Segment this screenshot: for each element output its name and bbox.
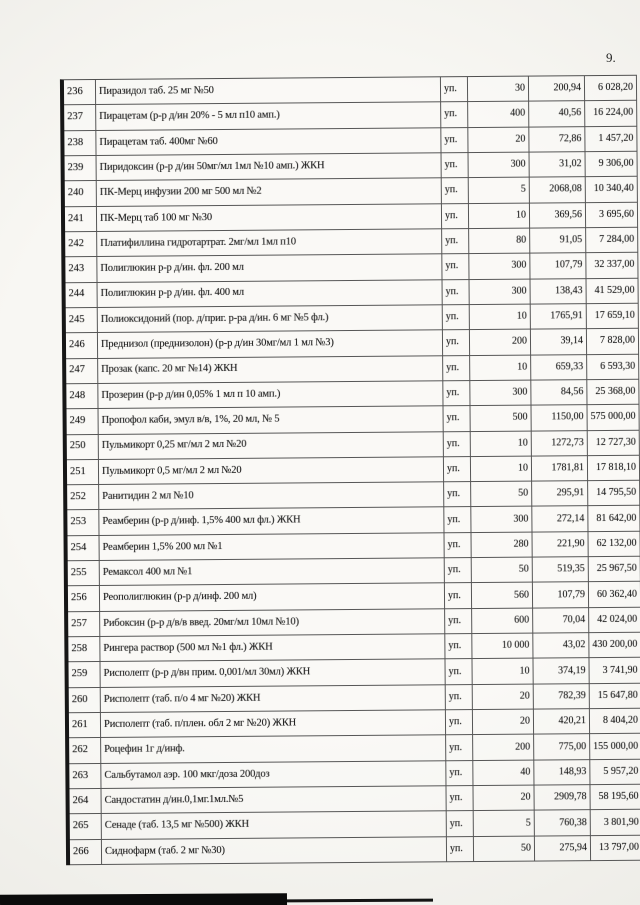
drug-name-cell: Сенаде (таб. 13,5 мг №500) ЖКН bbox=[102, 812, 447, 840]
quantity-cell: 10 bbox=[470, 304, 531, 330]
total-sum-cell: 10 340,40 bbox=[586, 177, 638, 203]
unit-price-cell: 1781,81 bbox=[532, 456, 588, 482]
drug-name-cell: Ранитидин 2 мл №10 bbox=[99, 482, 444, 510]
row-number-cell: 263 bbox=[69, 764, 101, 790]
total-sum-cell: 25 368,00 bbox=[587, 380, 639, 406]
total-sum-cell: 16 224,00 bbox=[585, 101, 637, 127]
scan-artifact-bar bbox=[0, 893, 287, 905]
unit-price-cell: 221,90 bbox=[532, 532, 588, 558]
unit-price-cell: 760,38 bbox=[535, 810, 591, 836]
unit-cell: уп. bbox=[441, 128, 468, 154]
quantity-cell: 560 bbox=[472, 583, 533, 609]
unit-cell: уп. bbox=[444, 508, 471, 534]
unit-cell: уп. bbox=[442, 178, 469, 204]
row-number-cell: 249 bbox=[67, 409, 99, 435]
row-number-cell: 241 bbox=[65, 207, 97, 233]
total-sum-cell: 13 797,00 bbox=[591, 835, 640, 861]
row-number-cell: 253 bbox=[67, 510, 99, 536]
row-number-cell: 236 bbox=[64, 80, 96, 106]
unit-cell: уп. bbox=[445, 583, 472, 609]
quantity-cell: 300 bbox=[470, 380, 531, 406]
drug-name-cell: Сальбутамол аэр. 100 мкг/доза 200доз bbox=[101, 761, 446, 789]
unit-cell: уп. bbox=[441, 102, 468, 128]
unit-cell: уп. bbox=[445, 634, 472, 660]
quantity-cell: 600 bbox=[472, 608, 533, 634]
unit-cell: уп. bbox=[443, 305, 470, 331]
quantity-cell: 10 bbox=[469, 203, 530, 229]
row-number-cell: 262 bbox=[69, 738, 101, 764]
total-sum-cell: 14 795,50 bbox=[588, 481, 640, 507]
unit-price-cell: 2909,78 bbox=[534, 785, 590, 811]
total-sum-cell: 15 647,80 bbox=[590, 683, 640, 709]
unit-price-cell: 43,02 bbox=[533, 633, 589, 659]
drug-name-cell: Сандостатин д/ин.0,1мг.1мл.№5 bbox=[101, 786, 446, 814]
total-sum-cell: 62 132,00 bbox=[588, 532, 640, 558]
quantity-cell: 10 bbox=[472, 659, 533, 685]
drug-name-cell: Пульмикорт 0,25 мг/мл 2 мл №20 bbox=[99, 432, 444, 460]
quantity-cell: 300 bbox=[469, 153, 530, 179]
quantity-cell: 500 bbox=[471, 406, 532, 432]
quantity-cell: 200 bbox=[473, 735, 534, 761]
unit-price-cell: 40,56 bbox=[529, 101, 585, 127]
total-sum-cell: 430 200,00 bbox=[589, 633, 640, 659]
total-sum-cell: 42 024,00 bbox=[589, 607, 640, 633]
total-sum-cell: 7 828,00 bbox=[587, 329, 639, 355]
row-number-cell: 258 bbox=[68, 637, 100, 663]
unit-price-cell: 39,14 bbox=[531, 329, 587, 355]
unit-price-cell: 148,93 bbox=[534, 760, 590, 786]
quantity-cell: 20 bbox=[473, 786, 534, 812]
total-sum-cell: 60 362,40 bbox=[589, 582, 640, 608]
row-number-cell: 245 bbox=[66, 308, 98, 334]
unit-price-cell: 782,39 bbox=[534, 684, 590, 710]
unit-price-cell: 107,79 bbox=[533, 583, 589, 609]
drug-name-cell: Рисполепт (таб. п/плен. обл 2 мг №20) ЖКН bbox=[101, 710, 446, 738]
drug-name-cell: Рибоксин (р-р д/в/в введ. 20мг/мл 10мл №10) bbox=[100, 609, 445, 637]
unit-cell: уп. bbox=[443, 356, 470, 382]
row-number-cell: 251 bbox=[67, 460, 99, 486]
unit-price-cell: 369,56 bbox=[530, 203, 586, 229]
drug-name-cell: Платифиллина гидротартрат. 2мг/мл 1мл п10 bbox=[97, 229, 442, 257]
unit-price-cell: 138,43 bbox=[531, 279, 587, 305]
unit-cell: уп. bbox=[445, 659, 472, 685]
total-sum-cell: 17 659,10 bbox=[587, 304, 639, 330]
total-sum-cell: 6 593,30 bbox=[587, 354, 639, 380]
quantity-cell: 50 bbox=[472, 558, 533, 584]
unit-cell: уп. bbox=[445, 609, 472, 635]
row-number-cell: 260 bbox=[69, 688, 101, 714]
total-sum-cell: 41 529,00 bbox=[587, 278, 639, 304]
unit-cell: уп. bbox=[445, 558, 472, 584]
row-number-cell: 255 bbox=[68, 561, 100, 587]
drug-name-cell: Пропофол каби, эмул в/в, 1%, 20 мл, № 5 bbox=[99, 406, 444, 434]
row-number-cell: 254 bbox=[68, 536, 100, 562]
row-number-cell: 247 bbox=[66, 359, 98, 385]
drug-name-cell: ПК-Мерц инфузии 200 мг 500 мл №2 bbox=[97, 179, 442, 207]
quantity-cell: 10 bbox=[471, 456, 532, 482]
row-number-cell: 248 bbox=[66, 384, 98, 410]
quantity-cell: 20 bbox=[473, 684, 534, 710]
unit-cell: уп. bbox=[442, 153, 469, 179]
unit-cell: уп. bbox=[444, 406, 471, 432]
quantity-cell: 300 bbox=[471, 507, 532, 533]
quantity-cell: 50 bbox=[474, 836, 535, 862]
quantity-cell: 30 bbox=[468, 77, 529, 103]
total-sum-cell: 575 000,00 bbox=[587, 405, 639, 431]
row-number-cell: 238 bbox=[64, 131, 96, 157]
unit-price-cell: 420,21 bbox=[534, 709, 590, 735]
unit-cell: уп. bbox=[442, 254, 469, 280]
unit-price-cell: 72,86 bbox=[529, 127, 585, 153]
unit-price-cell: 70,04 bbox=[533, 608, 589, 634]
unit-cell: уп. bbox=[442, 229, 469, 255]
unit-price-cell: 91,05 bbox=[530, 228, 586, 254]
unit-cell: уп. bbox=[447, 837, 474, 863]
total-sum-cell: 7 284,00 bbox=[586, 228, 638, 254]
unit-cell: уп. bbox=[444, 482, 471, 508]
total-sum-cell: 32 337,00 bbox=[586, 253, 638, 279]
unit-cell: уп. bbox=[444, 457, 471, 483]
drug-name-cell: Полиглюкин р-р д/ин. фл. 400 мл bbox=[98, 280, 443, 308]
unit-price-cell: 272,14 bbox=[532, 507, 588, 533]
unit-price-cell: 295,91 bbox=[532, 481, 588, 507]
unit-price-cell: 84,56 bbox=[531, 380, 587, 406]
drug-name-cell: Рисполепт (р-р д/вн прим. 0,001/мл 30мл) ЖКН bbox=[101, 660, 446, 688]
scan-artifact-line bbox=[287, 899, 433, 903]
row-number-cell: 265 bbox=[70, 814, 102, 840]
unit-cell: уп. bbox=[443, 381, 470, 407]
quantity-cell: 40 bbox=[473, 760, 534, 786]
unit-cell: уп. bbox=[441, 77, 468, 103]
drug-name-cell: Пиразидол таб. 25 мг №50 bbox=[96, 77, 441, 105]
quantity-cell: 200 bbox=[470, 330, 531, 356]
unit-cell: уп. bbox=[444, 533, 471, 559]
drug-name-cell: Рисполепт (таб. п/о 4 мг №20) ЖКН bbox=[101, 685, 446, 713]
quantity-cell: 300 bbox=[470, 279, 531, 305]
row-number-cell: 250 bbox=[67, 434, 99, 460]
drug-name-cell: Прозак (капс. 20 мг №14) ЖКН bbox=[98, 356, 443, 384]
row-number-cell: 259 bbox=[69, 662, 101, 688]
drug-name-cell: Рингера раствор (500 мл №1 фл.) ЖКН bbox=[100, 634, 445, 662]
unit-price-cell: 200,94 bbox=[529, 76, 585, 102]
drug-name-cell: Пульмикорт 0,5 мг/мл 2 мл №20 bbox=[99, 457, 444, 485]
unit-cell: уп. bbox=[443, 330, 470, 356]
quantity-cell: 50 bbox=[471, 482, 532, 508]
drug-name-cell: Реополиглюкин (р-р д/инф. 200 мл) bbox=[100, 584, 445, 612]
drug-name-cell: Реамберин 1,5% 200 мл №1 bbox=[100, 533, 445, 561]
total-sum-cell: 1 457,20 bbox=[585, 126, 637, 152]
row-number-cell: 244 bbox=[66, 283, 98, 309]
drug-name-cell: Роцефин 1г д/инф. bbox=[101, 736, 446, 764]
unit-cell: уп. bbox=[446, 685, 473, 711]
unit-cell: уп. bbox=[446, 735, 473, 761]
total-sum-cell: 58 195,60 bbox=[590, 785, 640, 811]
page-number: 9. bbox=[606, 50, 616, 65]
unit-price-cell: 275,94 bbox=[535, 836, 591, 862]
row-number-cell: 246 bbox=[66, 333, 98, 359]
unit-cell: уп. bbox=[447, 811, 474, 837]
quantity-cell: 20 bbox=[468, 127, 529, 153]
unit-price-cell: 107,79 bbox=[530, 253, 586, 279]
drug-name-cell: Прозерин (р-р д/ин 0,05% 1 мл п 10 амп.) bbox=[98, 381, 443, 409]
row-number-cell: 252 bbox=[67, 485, 99, 511]
total-sum-cell: 6 028,20 bbox=[585, 76, 637, 102]
total-sum-cell: 3 801,90 bbox=[591, 810, 640, 836]
medication-price-table bbox=[60, 75, 640, 866]
drug-name-cell: Преднизол (преднизолон) (р-р д/ин 30мг/мл 1 мл №3) bbox=[98, 330, 443, 358]
unit-price-cell: 659,33 bbox=[531, 355, 587, 381]
quantity-cell: 10 bbox=[471, 431, 532, 457]
total-sum-cell: 25 967,50 bbox=[589, 557, 640, 583]
quantity-cell: 5 bbox=[474, 811, 535, 837]
unit-cell: уп. bbox=[446, 710, 473, 736]
unit-cell: уп. bbox=[444, 432, 471, 458]
drug-name-cell: Пирацетам таб. 400мг №60 bbox=[96, 128, 441, 156]
quantity-cell: 10 000 bbox=[472, 634, 533, 660]
total-sum-cell: 8 404,20 bbox=[590, 709, 640, 735]
unit-cell: уп. bbox=[446, 761, 473, 787]
drug-name-cell: Реамберин (р-р д/инф. 1,5% 400 мл фл.) ЖКН bbox=[99, 508, 444, 536]
drug-name-cell: Полиглюкин р-р д/ин. фл. 200 мл bbox=[97, 255, 442, 283]
unit-price-cell: 775,00 bbox=[534, 735, 590, 761]
drug-name-cell: Ремаксол 400 мл №1 bbox=[100, 558, 445, 586]
unit-price-cell: 1272,73 bbox=[532, 431, 588, 457]
total-sum-cell: 3 741,90 bbox=[589, 658, 640, 684]
drug-name-cell: Пиридоксин (р-р д/ин 50мг/мл 1мл №10 амп.) ЖКН bbox=[97, 153, 442, 181]
total-sum-cell: 5 957,20 bbox=[590, 759, 640, 785]
total-sum-cell: 3 695,60 bbox=[586, 202, 638, 228]
unit-price-cell: 519,35 bbox=[533, 557, 589, 583]
quantity-cell: 400 bbox=[468, 102, 529, 128]
row-number-cell: 261 bbox=[69, 713, 101, 739]
quantity-cell: 300 bbox=[469, 254, 530, 280]
quantity-cell: 280 bbox=[471, 532, 532, 558]
row-number-cell: 264 bbox=[69, 789, 101, 815]
unit-price-cell: 2068,08 bbox=[530, 177, 586, 203]
unit-price-cell: 1150,00 bbox=[532, 405, 588, 431]
unit-price-cell: 1765,91 bbox=[531, 304, 587, 330]
total-sum-cell: 81 642,00 bbox=[588, 506, 640, 532]
unit-cell: уп. bbox=[442, 204, 469, 230]
row-number-cell: 240 bbox=[65, 181, 97, 207]
quantity-cell: 80 bbox=[469, 229, 530, 255]
quantity-cell: 5 bbox=[469, 178, 530, 204]
unit-price-cell: 31,02 bbox=[530, 152, 586, 178]
quantity-cell: 20 bbox=[473, 710, 534, 736]
row-number-cell: 239 bbox=[65, 156, 97, 182]
row-number-cell: 237 bbox=[64, 105, 96, 131]
row-number-cell: 243 bbox=[65, 257, 97, 283]
row-number-cell: 256 bbox=[68, 586, 100, 612]
unit-cell: уп. bbox=[443, 280, 470, 306]
total-sum-cell: 9 306,00 bbox=[586, 152, 638, 178]
drug-name-cell: Пирацетам (р-р д/ин 20% - 5 мл п10 амп.) bbox=[96, 103, 441, 131]
total-sum-cell: 12 727,30 bbox=[588, 430, 640, 456]
total-sum-cell: 155 000,00 bbox=[590, 734, 640, 760]
unit-cell: уп. bbox=[446, 786, 473, 812]
unit-price-cell: 374,19 bbox=[533, 659, 589, 685]
row-number-cell: 266 bbox=[70, 840, 102, 866]
row-number-cell: 257 bbox=[68, 612, 100, 638]
drug-name-cell: ПК-Мерц таб 100 мг №30 bbox=[97, 204, 442, 232]
quantity-cell: 10 bbox=[470, 355, 531, 381]
drug-name-cell: Сиднофарм (таб. 2 мг №30) bbox=[102, 837, 447, 865]
total-sum-cell: 17 818,10 bbox=[588, 456, 640, 482]
row-number-cell: 242 bbox=[65, 232, 97, 258]
drug-name-cell: Полиоксидоний (пор. д/приг. р-ра д/ин. 6 мг №5 фл.) bbox=[98, 305, 443, 333]
